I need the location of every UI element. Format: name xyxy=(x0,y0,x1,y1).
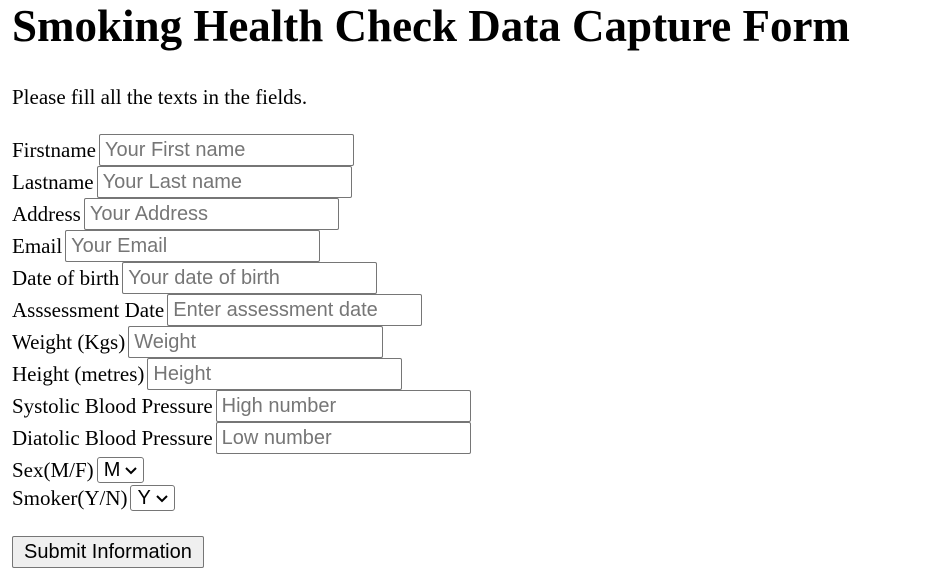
email-row xyxy=(12,230,912,262)
weight-input[interactable] xyxy=(128,326,383,358)
smoker-selected-value: Y xyxy=(137,486,151,509)
chevron-down-icon xyxy=(123,462,139,478)
systolic-bp-input[interactable] xyxy=(216,390,471,422)
height-row xyxy=(12,358,912,390)
firstname-row xyxy=(12,134,912,166)
submit-button[interactable]: Submit Information xyxy=(12,536,204,568)
lastname-input[interactable] xyxy=(97,166,352,198)
address-row xyxy=(12,198,912,230)
sex-label: Sex(M/F) xyxy=(12,458,94,482)
address-label: Address xyxy=(12,202,81,226)
weight-row xyxy=(12,326,912,358)
systolic-bp-label: Systolic Blood Pressure xyxy=(12,394,213,418)
smoker-row xyxy=(12,484,912,512)
diastolic-bp-row xyxy=(12,422,912,454)
page-title: Smoking Health Check Data Capture Form xyxy=(12,1,850,51)
chevron-down-icon xyxy=(154,490,170,506)
sex-selected-value: M xyxy=(103,458,121,481)
lastname-label: Lastname xyxy=(12,170,94,194)
sex-row xyxy=(12,456,912,484)
diastolic-bp-label: Diatolic Blood Pressure xyxy=(12,426,213,450)
assessment-date-label: Asssessment Date xyxy=(12,298,165,322)
smoker-select[interactable] xyxy=(130,485,174,511)
height-label: Height (metres) xyxy=(12,362,145,386)
email-input[interactable] xyxy=(65,230,320,262)
lastname-row xyxy=(12,166,912,198)
email-label: Email xyxy=(12,234,63,258)
height-input[interactable] xyxy=(147,358,402,390)
date-of-birth-input[interactable] xyxy=(122,262,377,294)
address-input[interactable] xyxy=(84,198,339,230)
diastolic-bp-input[interactable] xyxy=(216,422,471,454)
firstname-label: Firstname xyxy=(12,138,96,162)
firstname-input[interactable] xyxy=(99,134,354,166)
assessment-date-row xyxy=(12,294,912,326)
systolic-bp-row xyxy=(12,390,912,422)
date-of-birth-label: Date of birth xyxy=(12,266,120,290)
data-capture-form xyxy=(12,134,912,512)
weight-label: Weight (Kgs) xyxy=(12,330,126,354)
smoker-label: Smoker(Y/N) xyxy=(12,486,128,510)
sex-select[interactable] xyxy=(97,457,145,483)
form-instructions: Please fill all the texts in the fields. xyxy=(12,85,308,109)
assessment-date-input[interactable] xyxy=(167,294,422,326)
date-of-birth-row xyxy=(12,262,912,294)
